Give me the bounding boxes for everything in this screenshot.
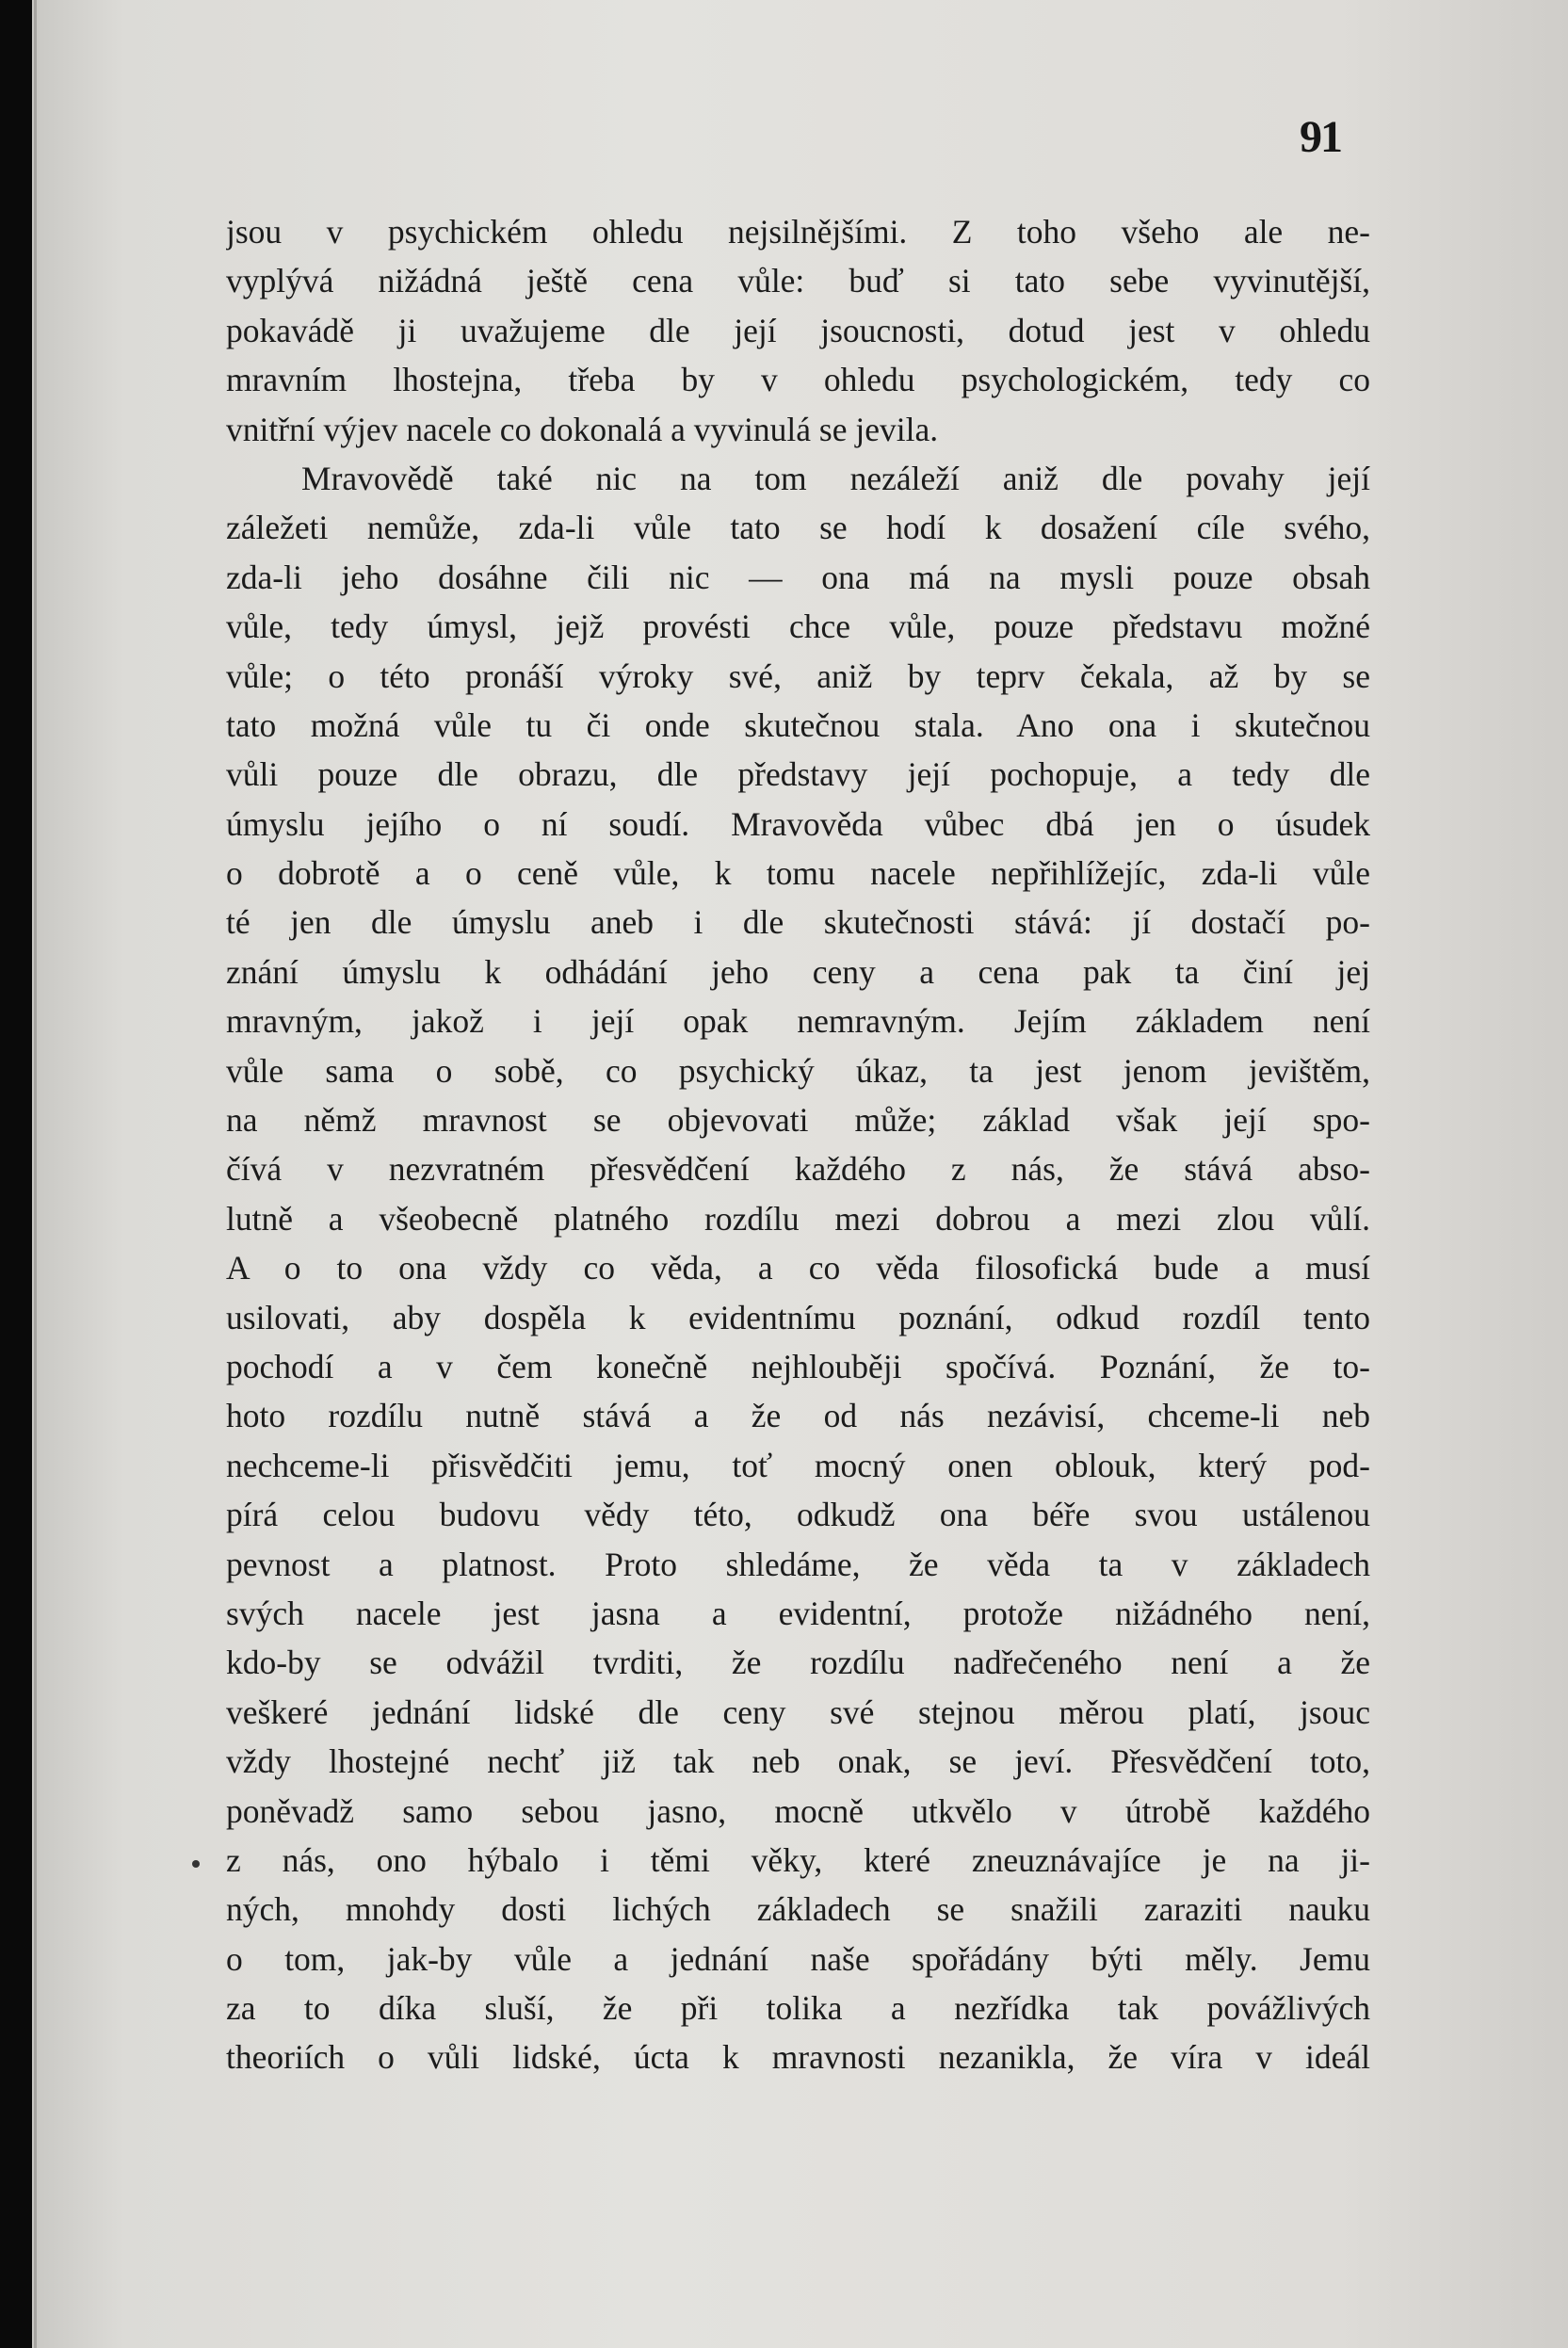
text-line: veškeré jednání lidské dle ceny své stejnou měrou platí, jsouc — [226, 1692, 1370, 1731]
body-text — [226, 207, 1370, 2082]
text-line: z nás, ono hýbalo i těmi věky, které zneuznávajíce je na ji- — [226, 1840, 1370, 1879]
text-line: úmyslu jejího o ní soudí. Mravověda vůbec dbá jen o úsudek — [226, 804, 1370, 843]
text-line: znání úmyslu k odhádání jeho ceny a cena pak ta činí jej — [226, 952, 1370, 991]
text-line: vůle; o této pronáší výroky své, aniž by teprv čekala, až by se — [226, 656, 1370, 695]
text-line: mravným, jakož i její opak nemravným. Jejím základem není — [226, 1002, 1370, 1041]
text-line: vždy lhostejné nechť již tak neb onak, se jeví. Přesvědčení toto, — [226, 1742, 1370, 1781]
text-line: vůle, tedy úmysl, jejž provésti chce vůle, pouze představu možné — [226, 607, 1370, 646]
text-line: o tom, jak-by vůle a jednání naše spořádány býti měly. Jemu — [226, 1939, 1370, 1978]
text-line: pírá celou budovu vědy této, odkudž ona béře svou ustálenou — [226, 1496, 1370, 1534]
text-line: pevnost a platnost. Proto shledáme, že věda ta v základech — [226, 1545, 1370, 1583]
text-line: nechceme-li přisvědčiti jemu, toť mocný onen oblouk, který pod- — [226, 1446, 1370, 1484]
text-line: zda-li jeho dosáhne čili nic — ona má na mysli pouze obsah — [226, 558, 1370, 596]
text-line: ných, mnohdy dosti lichých základech se snažili zaraziti nauku — [226, 1890, 1370, 1929]
text-line: A o to ona vždy co věda, a co věda filosofická bude a musí — [226, 1249, 1370, 1287]
text-line: poněvadž samo sebou jasno, mocně utkvělo v útrobě každého — [226, 1791, 1370, 1830]
text-line: lutně a všeobecně platného rozdílu mezi dobrou a mezi zlou vůlí. — [226, 1199, 1370, 1238]
text-line: svých nacele jest jasna a evidentní, protože nižádného není, — [226, 1594, 1370, 1632]
text-line: pokavádě ji uvažujeme dle její jsoucnosti, dotud jest v ohledu — [226, 311, 1370, 349]
paragraph-start-line: Mravovědě také nic na tom nezáleží aniž dle povahy její — [301, 459, 1370, 497]
book-page — [32, 0, 1568, 2348]
text-line: o dobrotě a o ceně vůle, k tomu nacele nepřihlížejíc, zda-li vůle — [226, 854, 1370, 893]
text-line: mravním lhostejna, třeba by v ohledu psychologickém, tedy co — [226, 361, 1370, 399]
page-fold — [34, 0, 37, 2348]
text-line: vůle sama o sobě, co psychický úkaz, ta jest jenom jevištěm, — [226, 1051, 1370, 1090]
ink-speck — [192, 1860, 200, 1868]
text-line: vůli pouze dle obrazu, dle představy její pochopuje, a tedy dle — [226, 755, 1370, 794]
text-line: theoriích o vůli lidské, úcta k mravnosti nezanikla, že víra v ideál — [226, 2038, 1370, 2077]
text-line: jsou v psychickém ohledu nejsilnějšími. Z toho všeho ale ne- — [226, 213, 1370, 251]
page-number: 91 — [1300, 112, 1341, 162]
text-line: tato možná vůle tu či onde skutečnou stala. Ano ona i skutečnou — [226, 705, 1370, 744]
text-line: usilovati, aby dospěla k evidentnímu poznání, odkud rozdíl tento — [226, 1298, 1370, 1336]
text-line: čívá v nezvratném přesvědčení každého z nás, že stává abso- — [226, 1150, 1370, 1189]
text-line: na němž mravnost se objevovati může; základ však její spo- — [226, 1101, 1370, 1140]
text-line: hoto rozdílu nutně stává a že od nás nezávisí, chceme-li neb — [226, 1397, 1370, 1435]
scan-border — [0, 0, 32, 2348]
text-line: kdo-by se odvážil tvrditi, že rozdílu nadřečeného není a že — [226, 1644, 1370, 1682]
text-line: té jen dle úmyslu aneb i dle skutečnosti stává: jí dostačí po- — [226, 903, 1370, 942]
text-line: za to díka sluší, že při tolika a nezřídka tak povážlivých — [226, 1989, 1370, 2028]
text-line: záležeti nemůže, zda-li vůle tato se hodí k dosažení cíle svého, — [226, 509, 1370, 547]
text-line: vnitřní výjev nacele co dokonalá a vyvinulá se jevila. — [226, 410, 939, 448]
text-line: pochodí a v čem konečně nejhlouběji spočívá. Poznání, že to- — [226, 1347, 1370, 1385]
text-line: vyplývá nižádná ještě cena vůle: buď si tato sebe vyvinutější, — [226, 262, 1370, 300]
